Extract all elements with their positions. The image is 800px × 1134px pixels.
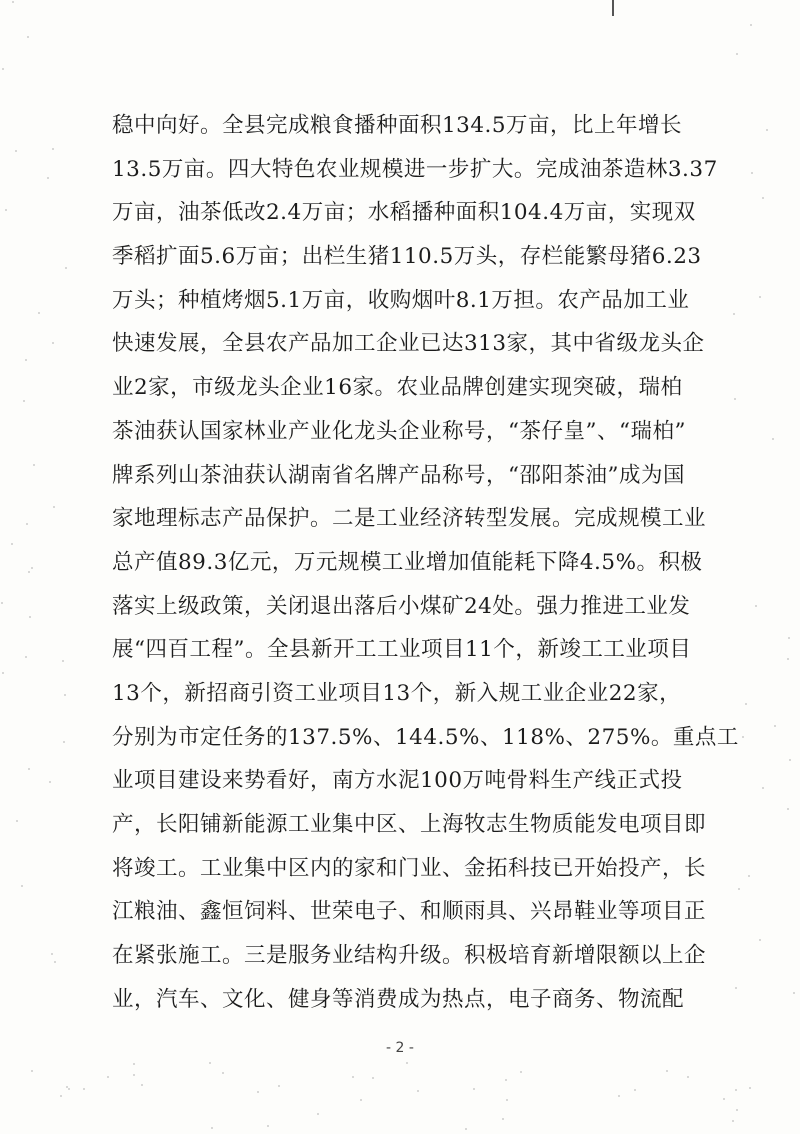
scan-speckle — [21, 885, 23, 887]
scan-speckle — [502, 1118, 504, 1120]
scan-speckle — [736, 1109, 738, 1111]
scan-speckle — [751, 172, 753, 174]
scan-speckle — [687, 1076, 689, 1078]
text-line: 将竣工。工业集中区内的家和门业、金拓科技已开始投产，长 — [112, 855, 707, 881]
scan-speckle — [49, 781, 51, 783]
scan-speckle — [65, 267, 67, 269]
scan-speckle — [11, 543, 13, 545]
text-line: 13个，新招商引资工业项目13个，新入规工业企业22家， — [112, 680, 682, 706]
scan-speckle — [735, 987, 737, 989]
scan-speckle — [267, 1125, 269, 1127]
scan-speckle — [520, 1071, 522, 1073]
scan-speckle — [209, 1062, 211, 1064]
scan-speckle — [787, 658, 789, 660]
scan-speckle — [5, 209, 7, 211]
scan-speckle — [406, 1062, 408, 1064]
scan-speckle — [33, 464, 35, 466]
scan-speckle — [789, 759, 791, 761]
scan-speckle — [12, 1, 14, 3]
scan-speckle — [793, 992, 795, 994]
text-line: 家地理标志产品保护。二是工业经济转型发展。完成规模工业 — [112, 506, 707, 532]
text-line: 万头；种植烤烟5.1万亩，收购烟叶8.1万担。农产品加工业 — [112, 287, 690, 313]
scan-speckle — [23, 400, 25, 402]
text-line: 万亩，油茶低改2.4万亩；水稻播种面积104.4万亩，实现双 — [112, 200, 696, 226]
scan-speckle — [2, 68, 4, 70]
scan-speckle — [762, 197, 764, 199]
scan-speckle — [64, 694, 66, 696]
text-line: 展“四百工程”。全县新开工工业项目11个，新竣工工业项目 — [112, 637, 692, 663]
scan-speckle — [47, 177, 49, 179]
scan-speckle — [742, 736, 744, 738]
scan-speckle — [733, 313, 735, 315]
page-number: - 2 - — [386, 1040, 414, 1056]
scan-speckle — [745, 703, 747, 705]
scan-speckle — [16, 820, 18, 822]
scan-speckle — [68, 1088, 70, 1090]
scan-speckle — [465, 1128, 467, 1130]
text-line: 总产值89.3亿元，万元规模工业增加值能耗下降4.5%。积极 — [112, 549, 703, 575]
scan-speckle — [62, 660, 64, 662]
text-line: 业项目建设来势看好，南方水泥100万吨骨料生产线正式投 — [112, 768, 683, 794]
scan-speckle — [618, 1095, 620, 1097]
scan-speckle — [38, 312, 40, 314]
scan-speckle — [25, 359, 27, 361]
text-line: 牌系列山茶油获认湖南省名牌产品称号，“邵阳茶油”成为国 — [112, 462, 685, 488]
scan-speckle — [506, 1099, 508, 1101]
body-text — [112, 104, 739, 1021]
scan-speckle — [750, 24, 752, 26]
scan-speckle — [222, 1072, 224, 1074]
text-line: 稳中向好。全县完成粮食播种面积134.5万亩，比上年增长 — [112, 113, 683, 138]
scan-speckle — [317, 1113, 319, 1115]
scan-speckle — [734, 398, 736, 400]
scan-speckle — [772, 438, 774, 440]
scan-speckle — [257, 1091, 259, 1093]
scan-speckle — [28, 571, 30, 573]
scan-speckle — [360, 1099, 362, 1101]
scan-speckle — [2, 672, 4, 674]
text-line: 江粮油、鑫恒饲料、世荣电子、和顺雨具、兴昂鞋业等项目正 — [112, 899, 707, 925]
scan-speckle — [787, 808, 789, 810]
text-line: 13.5万亩。四大特色农业规模进一步扩大。完成油茶造林3.37 — [112, 156, 718, 182]
scan-speckle — [732, 1120, 734, 1122]
scan-speckle — [666, 1070, 668, 1072]
scan-speckle — [211, 1127, 213, 1129]
text-line: 业，汽车、文化、健身等消费成为热点，电子商务、物流配 — [112, 986, 685, 1012]
scan-speckle — [31, 1070, 33, 1072]
scan-speckle — [766, 129, 768, 131]
scan-speckle — [723, 1098, 725, 1100]
scan-edge-mark — [612, 0, 614, 16]
scan-speckle — [749, 1087, 751, 1089]
scan-speckle — [133, 1063, 135, 1065]
scan-speckle — [141, 1084, 143, 1086]
scan-speckle — [505, 1079, 507, 1081]
scan-speckle — [54, 961, 56, 963]
scan-speckle — [748, 875, 750, 877]
scan-speckle — [51, 953, 53, 955]
scan-speckle — [417, 1090, 419, 1092]
scan-speckle — [15, 150, 17, 152]
text-line: 分别为市定任务的137.5%、144.5%、118%、275%。重点工 — [112, 724, 739, 750]
scan-speckle — [762, 787, 764, 789]
scan-speckle — [26, 523, 28, 525]
text-line: 产，长阳铺新能源工业集中区、上海牧志生物质能发电项目即 — [112, 812, 707, 837]
scan-speckle — [352, 1076, 354, 1078]
text-line: 业2家，市级龙头企业16家。农业品牌创建实现突破，瑞柏 — [112, 375, 683, 401]
text-line: 茶油获认国家林业产业化龙头企业称号，“茶仔皇”、“瑞柏” — [112, 418, 686, 444]
scan-speckle — [60, 1095, 62, 1097]
text-line: 落实上级政策，关闭退出落后小煤矿24处。强力推进工业发 — [112, 593, 691, 619]
scan-speckle — [53, 506, 55, 508]
scan-speckle — [755, 605, 757, 607]
scan-speckle — [788, 637, 790, 639]
scan-speckle — [738, 888, 740, 890]
scan-speckle — [736, 53, 738, 55]
scan-speckle — [774, 725, 776, 727]
scan-speckle — [759, 939, 761, 941]
scan-speckle — [473, 1088, 475, 1090]
scan-speckle — [1, 602, 3, 604]
scan-speckle — [63, 741, 65, 743]
scan-speckle — [28, 768, 30, 770]
text-line: 在紧张施工。三是服务业结构升级。积极培育新增限额以上企 — [112, 943, 707, 969]
text-line: 季稻扩面5.6万亩；出栏生猪110.5万头，存栏能繁母猪6.23 — [112, 244, 702, 270]
scan-speckle — [759, 296, 761, 298]
scan-speckle — [634, 1089, 636, 1091]
scan-speckle — [52, 148, 54, 150]
scan-speckle — [83, 1088, 85, 1090]
scan-speckle — [278, 1085, 280, 1087]
scan-speckle — [107, 1076, 109, 1078]
scan-speckle — [25, 656, 27, 658]
scan-speckle — [31, 567, 33, 569]
scan-speckle — [133, 1074, 135, 1076]
scan-speckle — [52, 342, 54, 344]
scan-speckle — [27, 36, 29, 38]
text-line: 快速发展，全县农产品加工企业已达313家，其中省级龙头企 — [112, 331, 705, 357]
scan-speckle — [29, 616, 31, 618]
scan-speckle — [735, 1089, 737, 1091]
scan-speckle — [372, 1077, 374, 1079]
